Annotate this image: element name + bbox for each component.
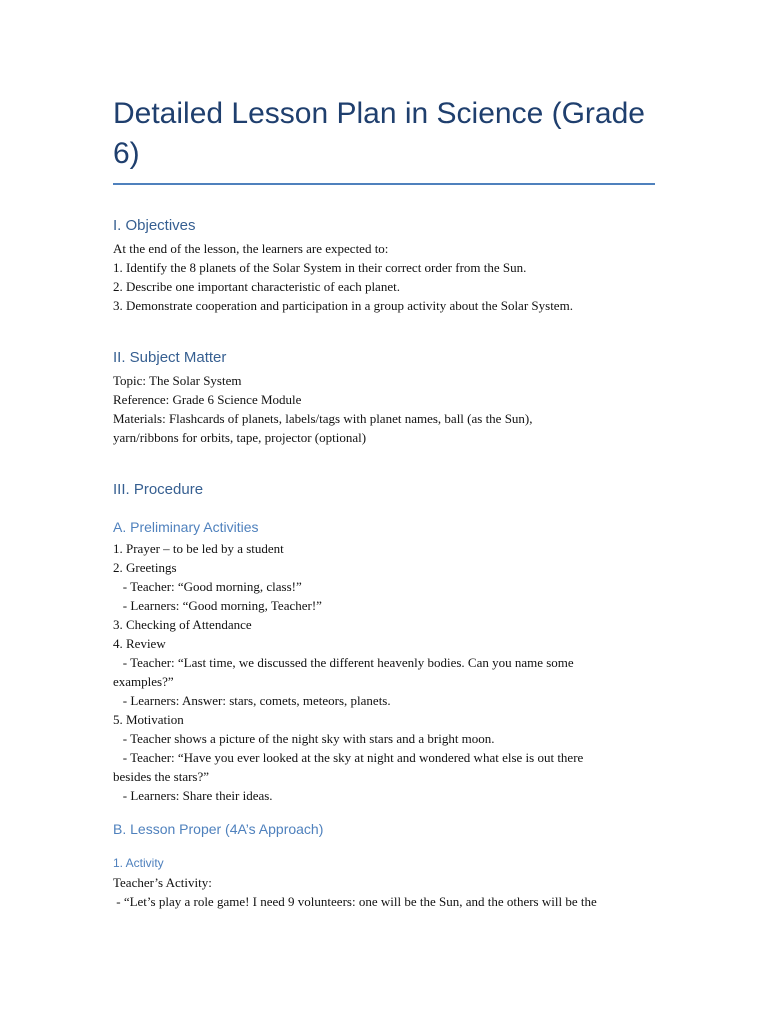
document-page xyxy=(113,90,658,911)
preliminary-line: 1. Prayer – to be led by a student xyxy=(113,541,284,556)
preliminary-line: - Learners: Answer: stars, comets, meteors, planets. xyxy=(113,693,391,708)
title-underline xyxy=(113,183,655,185)
activity-line: - “Let’s play a role game! I need 9 volunteers: one will be the Sun, and the others will be the xyxy=(113,894,597,909)
objectives-line: 3. Demonstrate cooperation and participation in a group activity about the Solar System. xyxy=(113,298,573,313)
preliminary-line: examples?” xyxy=(113,674,174,689)
preliminary-line: 2. Greetings xyxy=(113,560,177,575)
subject-matter-line: yarn/ribbons for orbits, tape, projector (optional) xyxy=(113,430,367,445)
activity-heading: 1. Activity xyxy=(113,856,164,870)
objectives-heading: I. Objectives xyxy=(113,217,196,234)
preliminary-line: - Teacher: “Have you ever looked at the sky at night and wondered what else is out there xyxy=(113,750,584,765)
procedure-heading: III. Procedure xyxy=(113,481,204,498)
subject-matter-line: Reference: Grade 6 Science Module xyxy=(113,392,302,407)
document-title: Detailed Lesson Plan in Science (Grade 6) xyxy=(113,97,645,170)
subject-matter-line: Materials: Flashcards of planets, labels/tags with planet names, ball (as the Sun), xyxy=(113,411,533,426)
preliminary-line: - Teacher shows a picture of the night sky with stars and a bright moon. xyxy=(113,731,495,746)
subject-matter-line: Topic: The Solar System xyxy=(113,373,242,388)
preliminary-activities-heading: A. Preliminary Activities xyxy=(113,519,259,535)
activity-line: Teacher’s Activity: xyxy=(113,875,212,890)
preliminary-line: 4. Review xyxy=(113,636,166,651)
preliminary-line: besides the stars?” xyxy=(113,769,210,784)
preliminary-line: 3. Checking of Attendance xyxy=(113,617,252,632)
preliminary-line: - Learners: Share their ideas. xyxy=(113,788,273,803)
preliminary-activities-section xyxy=(113,539,658,805)
objectives-line: 1. Identify the 8 planets of the Solar System in their correct order from the Sun. xyxy=(113,260,527,275)
objectives-line: At the end of the lesson, the learners are expected to: xyxy=(113,241,389,256)
preliminary-line: 5. Motivation xyxy=(113,712,184,727)
activity-section xyxy=(113,873,658,911)
objectives-section xyxy=(113,239,658,315)
preliminary-line: - Learners: “Good morning, Teacher!” xyxy=(113,598,322,613)
subject-matter-section xyxy=(113,371,658,447)
objectives-line: 2. Describe one important characteristic of each planet. xyxy=(113,279,400,294)
preliminary-line: - Teacher: “Last time, we discussed the different heavenly bodies. Can you name some xyxy=(113,655,574,670)
subject-matter-heading: II. Subject Matter xyxy=(113,349,227,366)
lesson-proper-heading: B. Lesson Proper (4A’s Approach) xyxy=(113,821,324,837)
preliminary-line: - Teacher: “Good morning, class!” xyxy=(113,579,302,594)
